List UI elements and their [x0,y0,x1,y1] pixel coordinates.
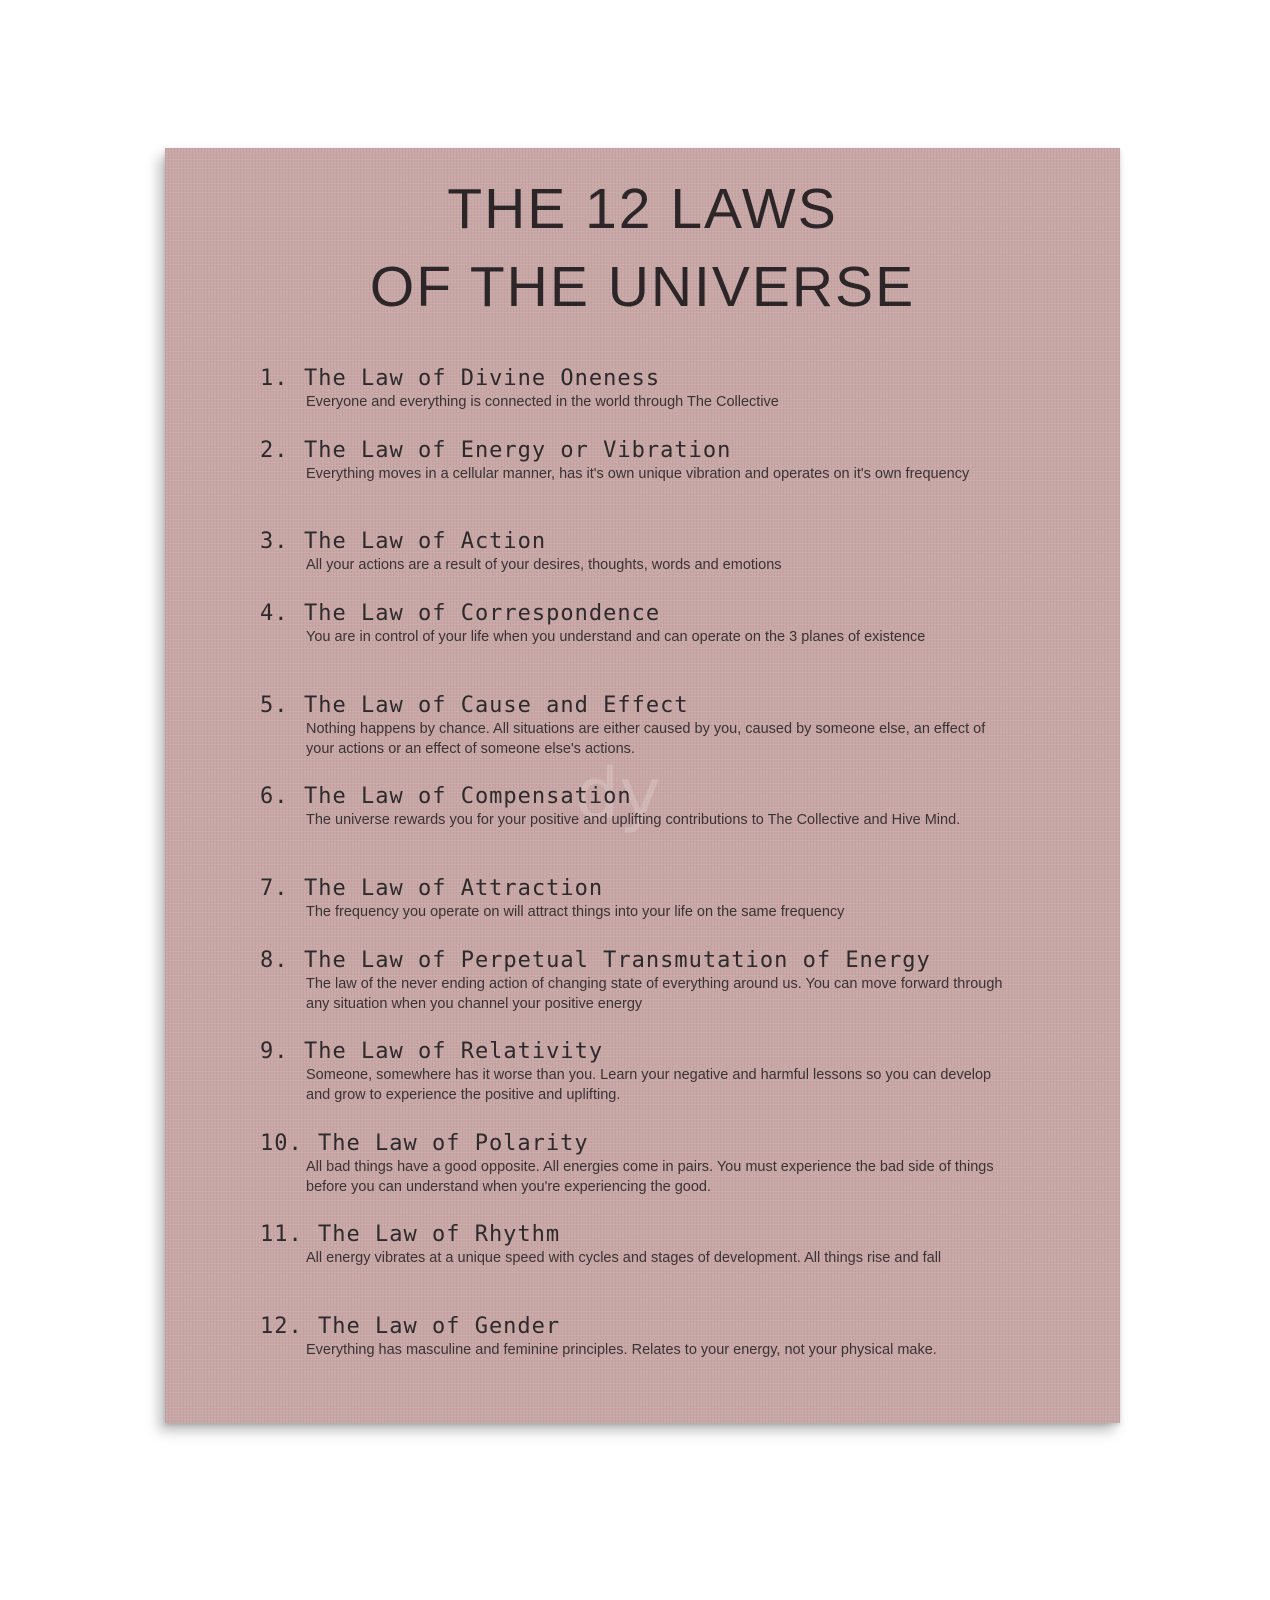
law-description: All your actions are a result of your desires, thoughts, words and emotions [306,557,782,573]
law-item [260,784,1090,830]
law-number: 10. [260,1131,303,1156]
law-name: The Law of Compensation [304,784,632,809]
law-item [260,438,1090,484]
law-description: The law of the never ending action of changing state of everything around us. You can move forward through any situation when you channel your positive energy [306,976,1003,1012]
law-item [260,529,1090,575]
title-line-1: THE 12 LAWS [447,177,838,241]
law-item [260,1131,1090,1197]
law-heading [260,876,1090,902]
law-heading [260,529,1090,555]
law-item [260,693,1090,759]
law-number: 6. [260,784,289,809]
law-description: Everything has masculine and feminine principles. Relates to your energy, not your physical make. [306,1342,937,1358]
law-name: The Law of Polarity [318,1131,589,1156]
law-number: 1. [260,366,289,391]
law-description: All bad things have a good opposite. All energies come in pairs. You must experience the bad side of things before you can understand when you're experiencing the good. [306,1159,994,1195]
law-name: The Law of Correspondence [304,601,661,626]
law-heading [260,1131,1090,1157]
law-heading [260,1039,1090,1065]
law-heading [260,366,1090,392]
law-description: Everyone and everything is connected in the world through The Collective [306,394,779,410]
law-item [260,948,1090,1014]
law-number: 12. [260,1314,303,1339]
svg-text:dy: dy [575,753,661,835]
law-name: The Law of Cause and Effect [304,693,689,718]
law-name: The Law of Gender [318,1314,561,1339]
law-number: 7. [260,876,289,901]
law-description: All energy vibrates at a unique speed with cycles and stages of development. All things rise and fall [306,1250,942,1266]
law-item [260,876,1090,922]
law-item [260,1222,1090,1268]
law-description: The frequency you operate on will attract things into your life on the same frequency [306,904,845,920]
law-item [260,1314,1090,1360]
law-number: 4. [260,601,289,626]
law-heading [260,948,1090,974]
law-item [260,1039,1090,1105]
title-line-2: OF THE UNIVERSE [369,255,916,319]
law-heading [260,1314,1090,1340]
law-name: The Law of Perpetual Transmutation of Energy [304,948,931,973]
law-item [260,366,1090,412]
law-name: The Law of Divine Oneness [304,366,661,391]
law-description: The universe rewards you for your positive and uplifting contributions to The Collective and Hive Mind. [306,812,961,828]
law-number: 11. [260,1222,303,1247]
law-heading [260,438,1090,464]
law-name: The Law of Attraction [304,876,604,901]
law-name: The Law of Relativity [304,1039,604,1064]
law-name: The Law of Energy or Vibration [304,438,732,463]
law-heading [260,693,1090,719]
law-description: Someone, somewhere has it worse than you. Learn your negative and harmful lessons so you can develop and grow to experience the positive and uplifting. [306,1067,992,1103]
poster-title [165,170,1120,326]
law-name: The Law of Rhythm [318,1222,561,1247]
law-item [260,601,1090,647]
law-name: The Law of Action [304,529,547,554]
law-number: 5. [260,693,289,718]
law-number: 8. [260,948,289,973]
law-number: 9. [260,1039,289,1064]
law-description: You are in control of your life when you understand and can operate on the 3 planes of existence [306,629,926,645]
law-heading [260,601,1090,627]
law-description: Nothing happens by chance. All situations are either caused by you, caused by someone else, an effect of your actions or an effect of someone else's actions. [306,721,986,757]
law-description: Everything moves in a cellular manner, has it's own unique vibration and operates on it's own frequency [306,466,970,482]
law-number: 2. [260,438,289,463]
law-number: 3. [260,529,289,554]
law-heading [260,784,1090,810]
poster-canvas [165,148,1120,1423]
law-heading [260,1222,1090,1248]
